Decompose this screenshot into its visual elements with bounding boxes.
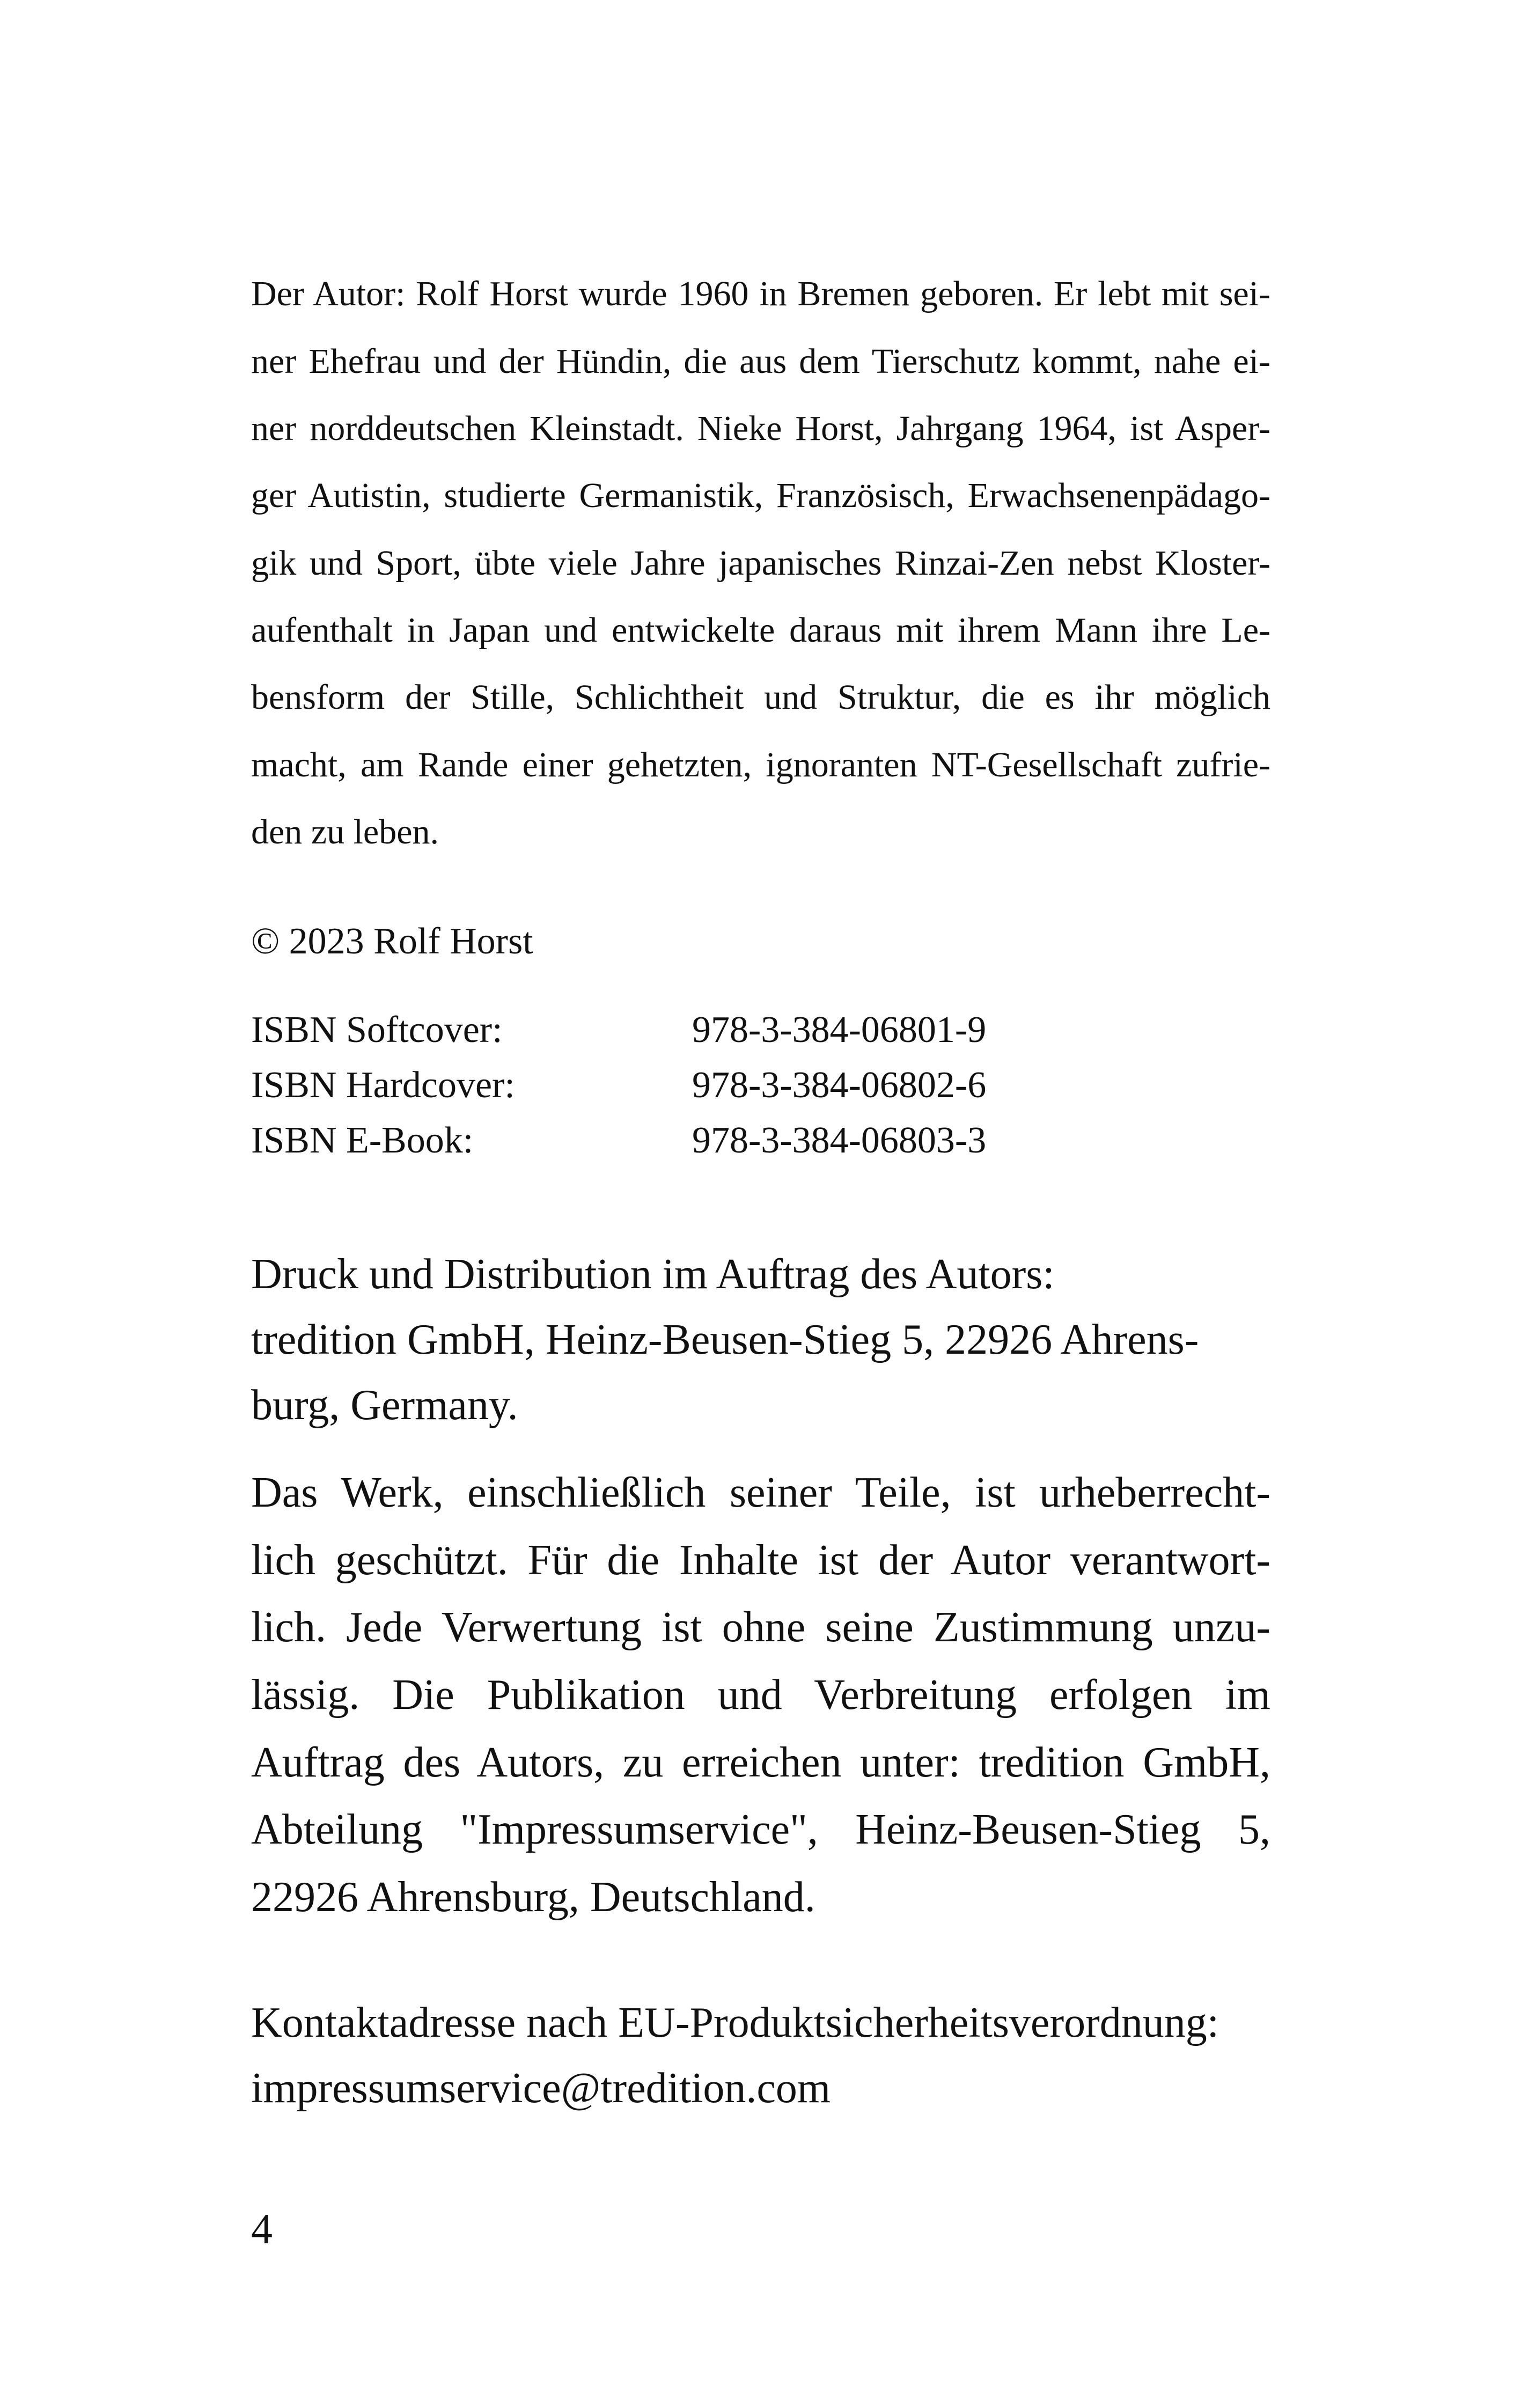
author-bio-line: gik und Sport, übte viele Jahre japanisches Rinzai-Zen nebst Kloster- [251,544,1270,583]
rights-line: Auftrag des Autors, zu erreichen unter: tredition GmbH, [251,1739,1270,1786]
isbn-label: ISBN Softcover: [251,1009,503,1051]
distribution-line: burg, Germany. [251,1382,518,1429]
distribution-line: Druck und Distribution im Auftrag des Autors: [251,1251,1055,1298]
isbn-value: 978-3-384-06801-9 [692,1009,987,1051]
author-bio-line: den zu leben. [251,812,439,851]
isbn-value: 978-3-384-06802-6 [692,1064,987,1106]
isbn-label: ISBN Hardcover: [251,1064,515,1106]
rights-line: lich. Jede Verwertung ist ohne seine Zustimmung unzu- [251,1604,1270,1651]
contact-line: Kontaktadresse nach EU-Produktsicherheitsverordnung: [251,1999,1219,2046]
author-bio-line: bensform der Stille, Schlichtheit und Struktur, die es ihr möglich [251,678,1270,717]
rights-line: Abteilung "Impressumservice", Heinz-Beusen-Stieg 5, [251,1806,1270,1853]
rights-line: 22926 Ahrensburg, Deutschland. [251,1874,815,1921]
author-bio-line: aufenthalt in Japan und entwickelte daraus mit ihrem Mann ihre Le- [251,611,1270,650]
author-bio-line: Der Autor: Rolf Horst wurde 1960 in Bremen geboren. Er lebt mit sei- [251,274,1270,313]
isbn-label: ISBN E-Book: [251,1120,474,1161]
rights-line: lässig. Die Publikation und Verbreitung erfolgen im [251,1671,1270,1719]
contact-email: impressumservice@tredition.com [251,2065,831,2112]
author-bio-line: ner Ehefrau und der Hündin, die aus dem Tierschutz kommt, nahe ei- [251,342,1270,381]
copyright-notice: © 2023 Rolf Horst [251,921,533,962]
page-number: 4 [251,2206,273,2253]
author-bio-line: ger Autistin, studierte Germanistik, Französisch, Erwachsenenpädago- [251,476,1270,515]
author-bio-line: macht, am Rande einer gehetzten, ignoranten NT-Gesellschaft zufrie- [251,745,1270,784]
rights-line: Das Werk, einschließlich seiner Teile, ist urheberrecht- [251,1469,1270,1516]
author-bio-line: ner norddeutschen Kleinstadt. Nieke Horst, Jahrgang 1964, ist Asper- [251,409,1270,448]
isbn-value: 978-3-384-06803-3 [692,1120,987,1161]
distribution-line: tredition GmbH, Heinz-Beusen-Stieg 5, 22926 Ahrens- [251,1316,1199,1363]
rights-line: lich geschützt. Für die Inhalte ist der Autor verantwort- [251,1537,1270,1584]
